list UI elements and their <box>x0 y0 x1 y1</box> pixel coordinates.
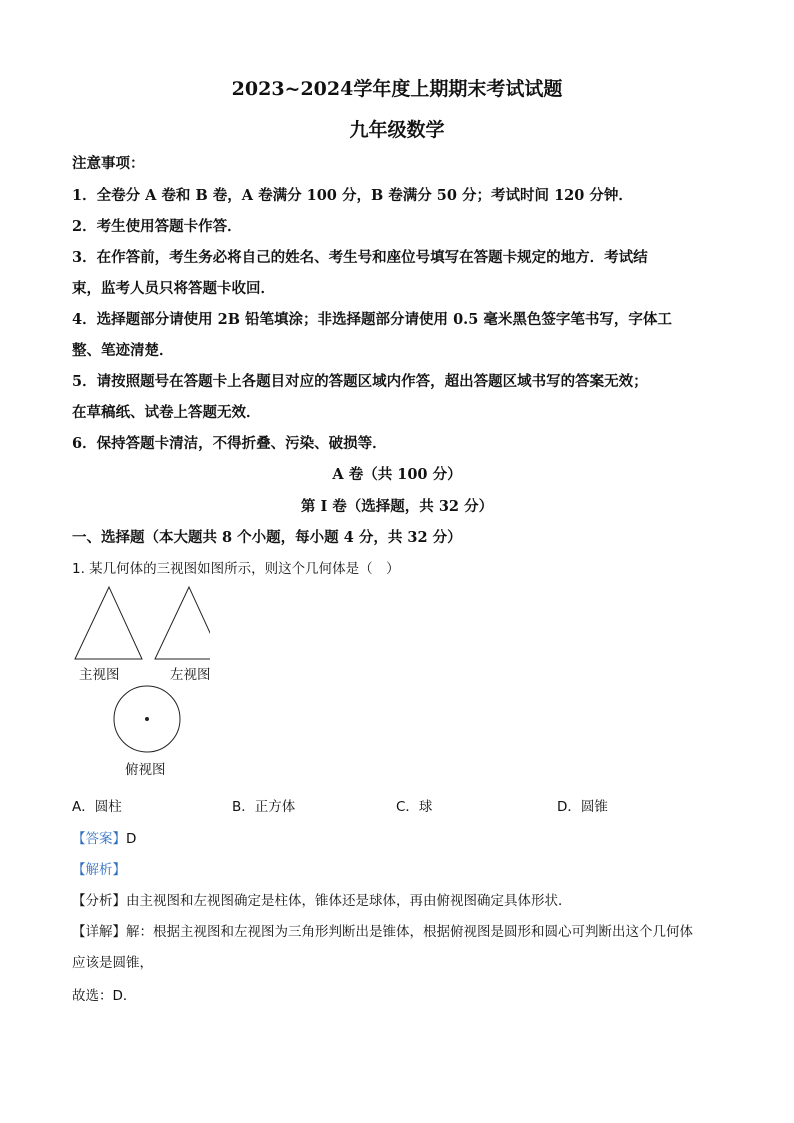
option-d: D．圆锥 <box>557 799 608 815</box>
front-view-triangle <box>75 587 142 659</box>
note-line: 4．选择题部分请使用 2B 铅笔填涂；非选择题部分请使用 0.5 毫米黑色签字笔书写，字体工 <box>72 311 672 328</box>
xiangjie-line <box>72 920 693 940</box>
analysis-tag: 【解析】 <box>72 862 126 878</box>
exam-title: 2023~2024学年度上期期末考试试题 <box>231 78 563 100</box>
note-line: 2．考生使用答题卡作答． <box>72 218 242 235</box>
option-b: B．正方体 <box>232 799 296 815</box>
xiangjie-text: 解：根据主视图和左视图为三角形判断出是锥体，根据俯视图是圆形和圆心可判断出这个几何体 <box>126 924 693 940</box>
answer-value: D <box>126 831 137 847</box>
option-a: A．圆柱 <box>72 799 122 815</box>
note-line: 5．请按照题号在答题卡上各题目对应的答题区域内作答，超出答题区域书写的答案无效； <box>72 373 648 390</box>
analysis-line <box>72 858 126 878</box>
exam-subtitle: 九年级数学 <box>349 119 445 141</box>
question-text: 1. 某几何体的三视图如图所示，则这个几何体是（ ） <box>72 561 400 577</box>
top-view-label: 俯视图 <box>125 762 166 778</box>
left-view-triangle <box>155 587 210 659</box>
note-line: 3．在作答前，考生务必将自己的姓名、考生号和座位号填写在答题卡规定的地方．考试结 <box>72 249 648 266</box>
front-view-label: 主视图 <box>79 667 120 683</box>
fenxi-line <box>72 889 572 909</box>
note-line: 1．全卷分 A 卷和 B 卷，A 卷满分 100 分，B 卷满分 50 分；考试时间 120 分钟． <box>72 187 633 204</box>
xiangjie-line-2: 应该是圆锥， <box>72 955 153 971</box>
answer-tag: 【答案】 <box>72 831 126 847</box>
notes-heading: 注意事项： <box>72 155 145 172</box>
fenxi-text: 由主视图和左视图确定是柱体，锥体还是球体，再由俯视图确定具体形状． <box>126 893 572 909</box>
note-line: 6．保持答题卡清洁，不得折叠、污染、破损等． <box>72 435 387 452</box>
note-line: 整、笔迹清楚． <box>72 342 174 359</box>
answer-line <box>72 827 136 847</box>
option-c: C．球 <box>396 799 433 815</box>
note-line: 束，监考人员只将答题卡收回． <box>72 280 275 297</box>
section-heading: 一、选择题（本大题共 8 个小题，每小题 4 分，共 32 分） <box>72 529 462 546</box>
xiangjie-tag: 【详解】 <box>72 924 126 940</box>
volume-a-heading: A 卷（共 100 分） <box>332 466 462 483</box>
part-1-heading: 第 I 卷（选择题，共 32 分） <box>300 498 494 515</box>
fenxi-tag: 【分析】 <box>72 893 126 909</box>
left-view-label: 左视图 <box>170 667 211 683</box>
conclusion-line: 故选：D． <box>72 988 137 1004</box>
top-view-center-dot <box>145 717 149 721</box>
note-line: 在草稿纸、试卷上答题无效． <box>72 404 261 421</box>
